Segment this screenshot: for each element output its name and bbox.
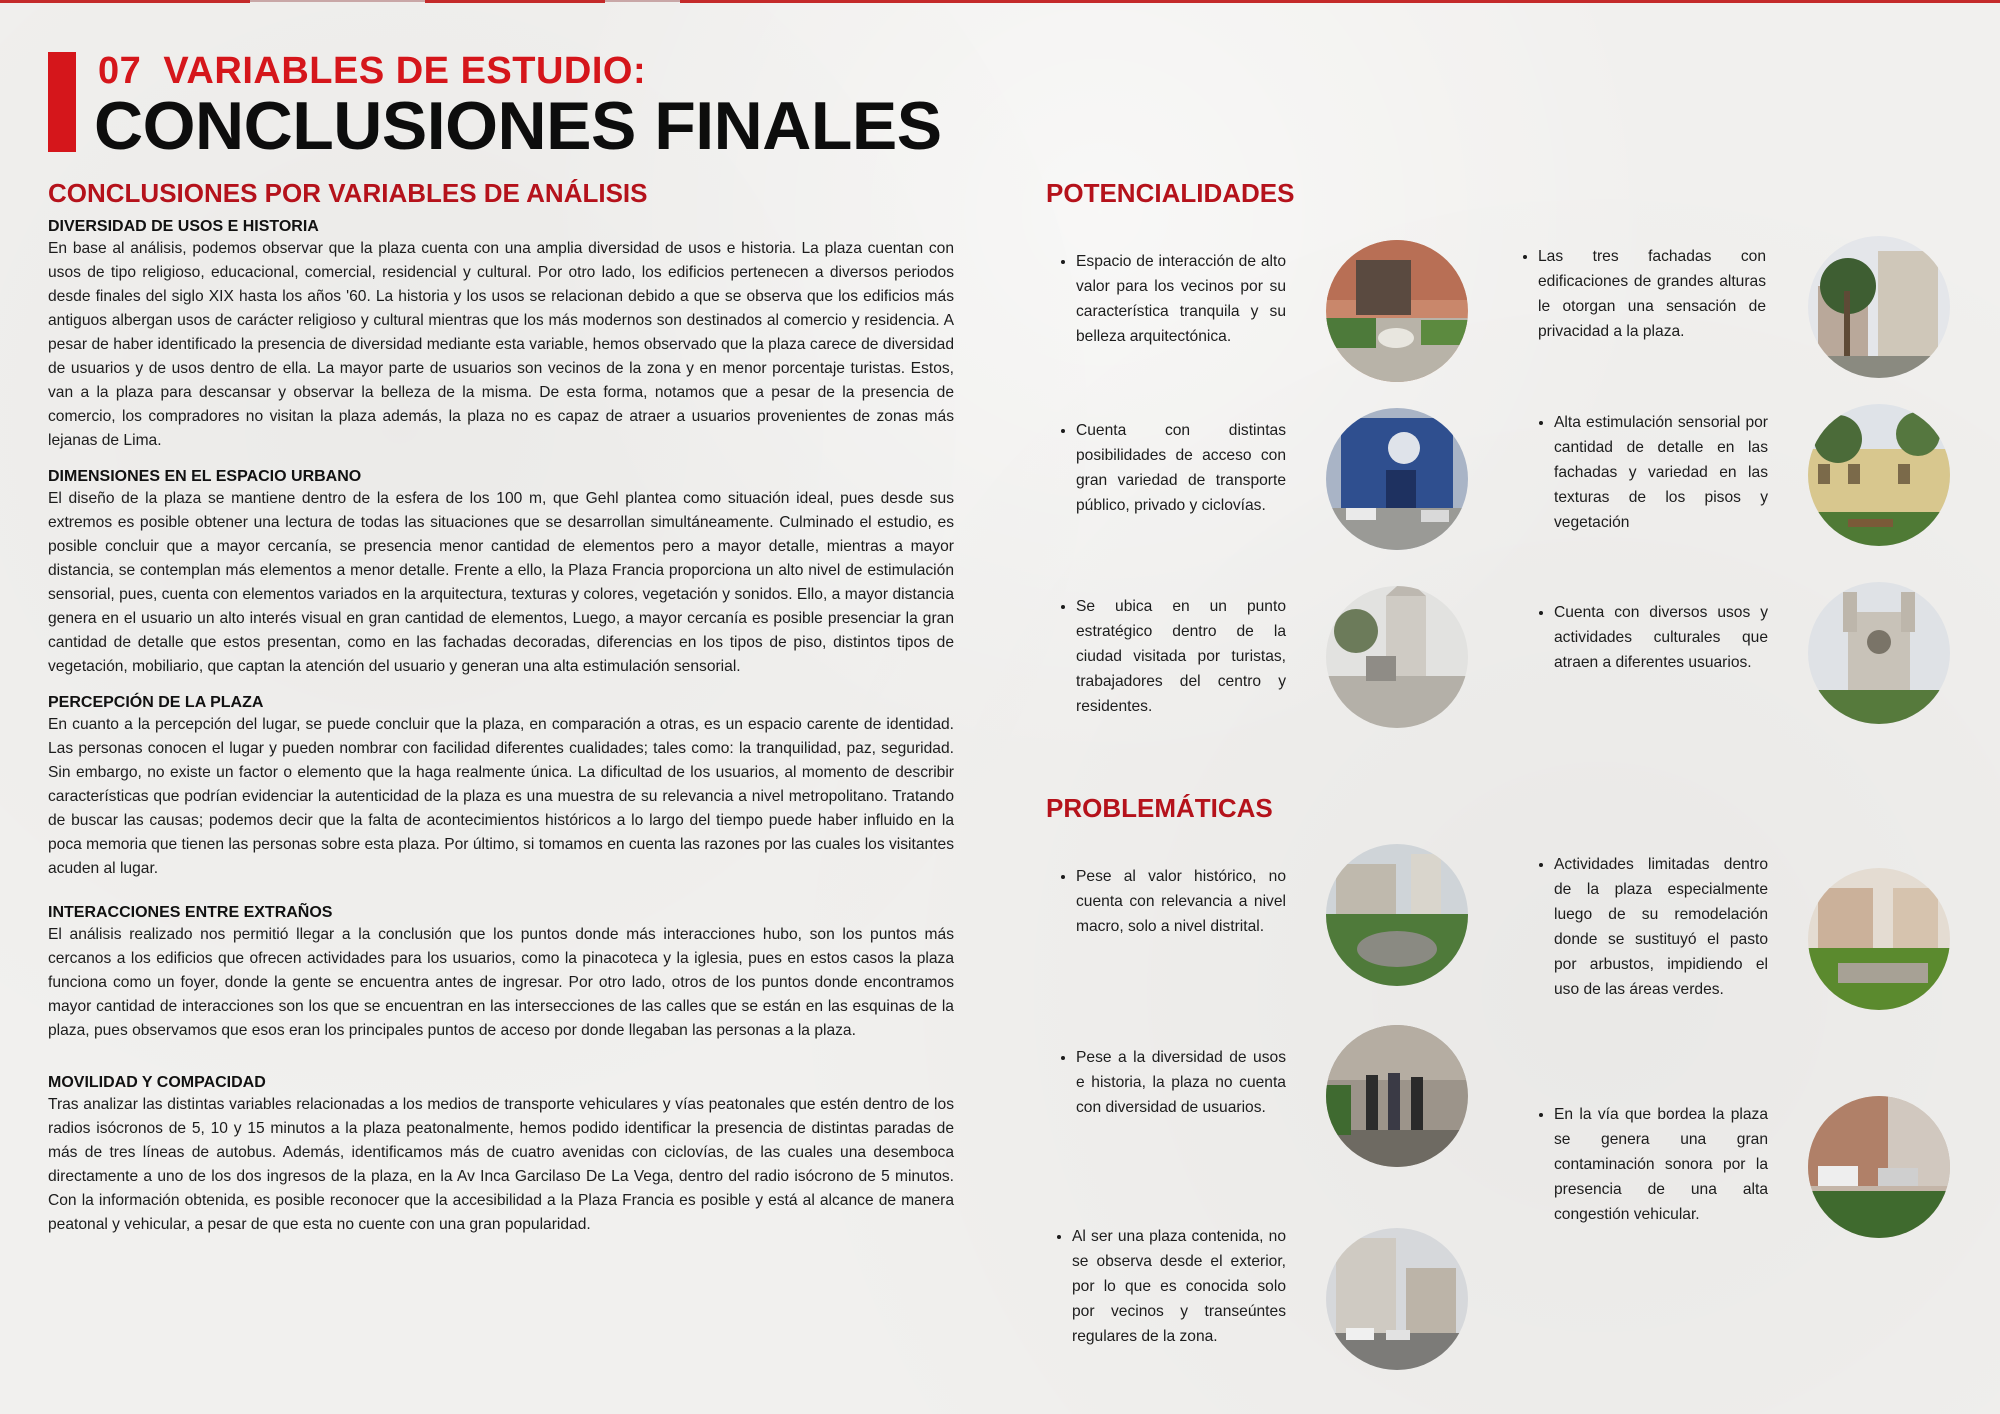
photo-street-traffic <box>1808 1096 1950 1238</box>
conclusions-column <box>48 178 954 1247</box>
photo-tall-buildings <box>1808 236 1950 378</box>
problematica-item: • Pese a la diversidad de usos e historia, la plaza no cuenta con diversidad de usuarios. <box>1056 1045 1286 1120</box>
block-text: En cuanto a la percepción del lugar, se puede concluir que la plaza, en comparación a otras, es un espacio carente de identidad. Las personas conocen el lugar y pueden nombrar con facilidad diferentes cualidades; tales como: la tranquilidad, paz, seguridad. Sin embargo, no existe un factor o elemento que la haga realmente única. La dificultad de los usuarios, al momento de describir características que podrían evidenciar la autenticidad de la plaza es una muestra de su relevancia a nivel metropolitano. Tratando de buscar las causas; podemos decir que la falta de acontecimientos históricos a lo largo del tiempo puede haber influido en la poca memoria que tienen las personas sobre esta plaza. Por último, si tomamos en cuenta las razones por las cuales los visitantes acuden al lugar. <box>48 716 954 877</box>
block-title: DIMENSIONES EN EL ESPACIO URBANO <box>48 468 362 485</box>
photo-aerial-plaza <box>1326 844 1468 986</box>
block-diversidad <box>48 217 954 453</box>
photo-contained-street <box>1326 1228 1468 1370</box>
block-title: INTERACCIONES ENTRE EXTRAÑOS <box>48 904 333 921</box>
block-interacciones <box>48 903 954 1043</box>
page-title: CONCLUSIONES FINALES <box>94 88 942 164</box>
photo-blue-church <box>1326 408 1468 550</box>
problematica-item: • Al ser una plaza contenida, no se observa desde el exterior, por lo que es conocida solo por vecinos y transeúntes regulares de la zona. <box>1052 1224 1286 1349</box>
block-text: En base al análisis, podemos observar que la plaza cuenta con una amplia diversidad de usos e historia. La plaza cuentan con usos de tipo religioso, educacional, comercial, residencial y cultural. Por otro lado, los edificios pertenecen a diversos periodos desde finales del siglo XIX hasta los años '60. La historia y los usos se relacionan debido a que se observa que los edificios más antiguos albergan usos de carácter religioso y cultural mientras que los más modernos son destinados al comercio y residencia. A pesar de haber identificado la presencia de diversidad mediante esta variable, hemos observado que la plaza carece de diversidad de usuarios y de usos dentro de ella. La mayor parte de usuarios son vecinos de la zona y en menor porcentaje turistas. Estos, van a la plaza para descansar y observar la belleza de la misma. De esta forma, notamos que a pesar de la presencia de comercio, los compradores no visitan la plaza además, la plaza no es capaz de atraer a usuarios provenientes de zonas más lejanas de Lima. <box>48 240 954 449</box>
photo-white-church-square <box>1326 586 1468 728</box>
photo-plaza-benches <box>1326 240 1468 382</box>
block-title: PERCEPCIÓN DE LA PLAZA <box>48 694 264 711</box>
potencialidad-item: • Cuenta con diversos usos y actividades culturales que atraen a diferentes usuarios. <box>1534 600 1768 675</box>
page-subtitle: 07 VARIABLES DE ESTUDIO: <box>98 50 647 92</box>
top-rule <box>0 0 2000 2</box>
conclusions-heading: CONCLUSIONES POR VARIABLES DE ANÁLISIS <box>48 178 648 208</box>
photo-facades-palms <box>1808 404 1950 546</box>
block-percepcion <box>48 693 954 881</box>
photo-church-towers <box>1808 582 1950 724</box>
photo-people-plaza <box>1326 1025 1468 1167</box>
problematica-item: • En la vía que bordea la plaza se genera una gran contaminación sonora por la presencia de una alta congestión vehicular. <box>1534 1102 1768 1227</box>
potencialidad-item: • Espacio de interacción de alto valor para los vecinos por su característica tranquila y su belleza arquitectónica. <box>1056 249 1286 349</box>
block-text: El diseño de la plaza se mantiene dentro de la esfera de los 100 m, que Gehl plantea como situación ideal, pues desde sus extremos es posible obtener una lectura de todas las situaciones que se desarrollan simultáneamente. Culminado el estudio, es posible concluir que a mayor cercanía, se presencia menor cantidad de elementos pero a mayor detalle, mientras a mayor distancia, se contemplan más elementos a menor detalle. Frente a ello, la Plaza Francia proporciona un alto nivel de estimulación sensorial, pues, cuenta con elementos variados en la arquitectura, texturas y colores, vegetación y sonidos. Ello, a mayor distancia genera en el usuario un alto interés visual en gran cantidad de elementos, Luego, a mayor cercanía es posible presenciar la gran cantidad de detalle que estos presentan, como en las fachadas decoradas, diferencias en los tipos de piso, distintos tipos de vegetación, mobiliario, que captan la atención del usuario y generan una alta estimulación sensorial. <box>48 490 954 675</box>
block-text: Tras analizar las distintas variables relacionadas a los medios de transporte vehiculares y vías peatonales que estén dentro de los radios isócronos de 5, 10 y 15 minutos a la plaza peatonalmente, hemos podido identificar la presencia de distintas paradas de más de tres líneas de autobus. Además, identificamos más de cuatro avenidas con ciclovías, de las cuales una desemboca directamente a uno de los dos ingresos de la plaza, en la Av Inca Garcilaso De La Vega, dentro del radio isócrono de 5 minutos. Con la información obtenida, es posible reconocer que la accesibilidad a la Plaza Francia es posible y está al alcance de manera peatonal y vehicular, a pesar de que esta no cuente con una gran popularidad. <box>48 1096 954 1233</box>
block-title: MOVILIDAD Y COMPACIDAD <box>48 1074 266 1091</box>
problematica-item: • Actividades limitadas dentro de la plaza especialmente luego de su remodelación donde se sustituyó el pasto por arbustos, impidiendo el uso de las áreas verdes. <box>1534 852 1768 1002</box>
block-dimensiones <box>48 467 954 679</box>
block-text: El análisis realizado nos permitió llegar a la conclusión que los puntos donde más interacciones hubo, son los puntos más cercanos a los edificios que ofrecen actividades para los usuarios, como la pinacoteca y la iglesia, pues en estos casos la plaza funciona como un foyer, donde la gente se encuentra antes de ingresar. Por otro lado, otros de los puntos donde encontramos mayor cantidad de interacciones son los que se encuentran en las intersecciones de las calles que se están en las esquinas de la plaza, pues observamos que esos eran los principales puntos de acceso por donde llegaban las personas a la plaza. <box>48 926 954 1039</box>
title-accent-bar <box>48 52 76 152</box>
problematica-item: • Pese al valor histórico, no cuenta con relevancia a nivel macro, solo a nivel distrital. <box>1056 864 1286 939</box>
potencialidad-item: • Se ubica en un punto estratégico dentro de la ciudad visitada por turistas, trabajadores del centro y residentes. <box>1056 594 1286 719</box>
photo-shrubs <box>1808 868 1950 1010</box>
potencialidad-item: • Las tres fachadas con edificaciones de grandes alturas le otorgan una sensación de privacidad a la plaza. <box>1518 244 1766 344</box>
problematicas-heading: PROBLEMÁTICAS <box>1046 793 1273 823</box>
potencialidades-heading: POTENCIALIDADES <box>1046 178 1295 208</box>
block-title: DIVERSIDAD DE USOS E HISTORIA <box>48 218 319 235</box>
block-movilidad <box>48 1073 954 1237</box>
potencialidad-item: • Cuenta con distintas posibilidades de acceso con gran variedad de transporte público, privado y ciclovías. <box>1056 418 1286 518</box>
potencialidad-item: • Alta estimulación sensorial por cantidad de detalle en las fachadas y variedad en las texturas de los pisos y vegetación <box>1534 410 1768 535</box>
